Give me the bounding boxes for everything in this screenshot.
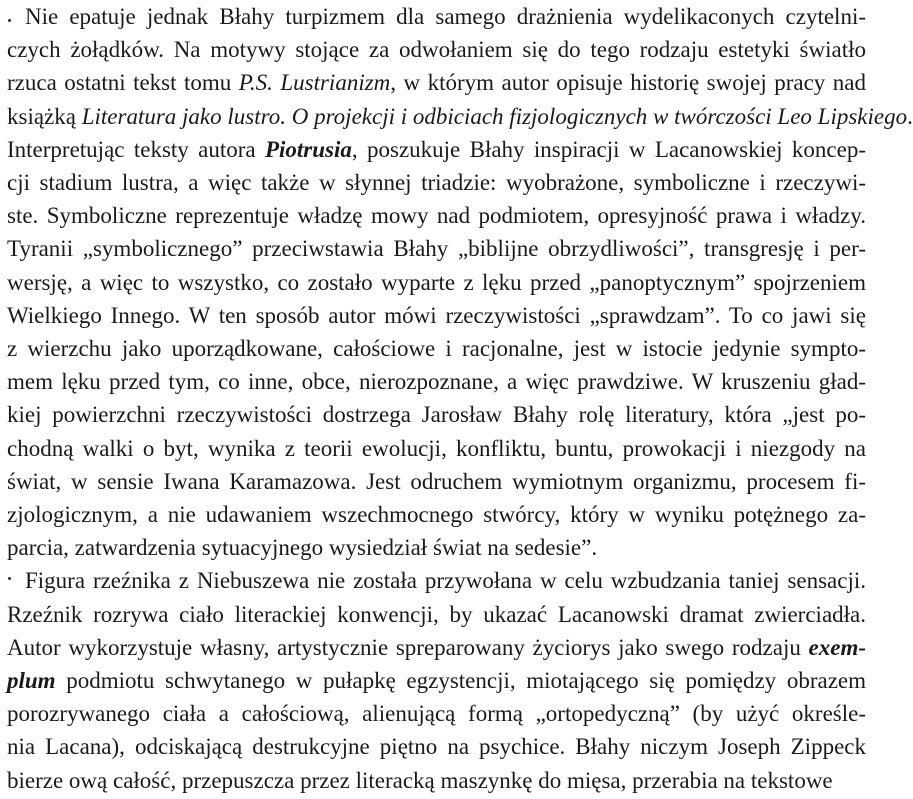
emphasis-text: Piotrusia: [264, 136, 352, 162]
emphasis-text: P.S. Lustrianizm: [238, 70, 391, 96]
text-line: [25, 564, 866, 597]
text-line: [7, 332, 866, 365]
text-segment: Tyranii „symbolicznego” przeciwstawia Błahy „biblijne obrzydliwości”, transgresję i per-: [7, 236, 866, 262]
text-line: [7, 432, 866, 465]
text-segment: chodną walki o byt, wynika z teorii ewolucji, konfliktu, buntu, prowokacji i niezgody na: [7, 435, 866, 461]
text-line: [7, 764, 866, 797]
text-line: [7, 299, 866, 332]
text-line: [7, 398, 866, 431]
text-line: [7, 531, 866, 564]
text-segment: .: [907, 103, 913, 129]
text-segment: zjologicznym, a nie udawaniem wszechmocnego stwórcy, który w wyniku potężnego za-: [7, 502, 866, 527]
text-segment: czych żołądków. Na motywy stojące za odwołaniem się do tego rodzaju estetyki światło: [7, 37, 866, 63]
text-segment: mem lęku przed tym, co inne, obce, nierozpoznane, a więc prawdziwe. W kruszeniu gład-: [7, 369, 866, 395]
text-line: [7, 33, 866, 66]
text-line: [7, 730, 866, 763]
text-line: [7, 199, 866, 232]
text-line: [7, 365, 866, 398]
margin-dot: [8, 19, 11, 22]
text-segment: Rzeźnik rozrywa ciało literackiej konwencji, by ukazać Lacanowski dramat zwierciadła.: [7, 601, 866, 627]
text-segment: Wielkiego Innego. W ten sposób autor mówi rzeczywistości „sprawdzam”. To co jawi się: [7, 302, 866, 328]
text-segment: kiej powierzchni rzeczywistości dostrzega Jarosław Błahy rolę literatury, która „jest po-: [7, 402, 866, 428]
text-segment: bierze ową całość, przepuszcza przez literacką maszynkę do mięsa, przerabia na tekstowe: [7, 767, 833, 793]
text-segment: Interpretując teksty autora: [7, 136, 265, 162]
text-segment: porozrywanego ciała a całościową, alienującą formą „ortopedyczną” (by użyć określe-: [7, 701, 866, 727]
text-segment: świat, w sensie Iwana Karamazowa. Jest odruchem wymiotnym organizmu, procesem fi-: [7, 468, 866, 494]
text-segment: , w którym autor opisuje historię swojej pracy nad: [390, 70, 866, 96]
text-segment: Figura rzeźnika z Niebuszewa nie została przywołana w celu wzbudzania taniej sensacji.: [25, 568, 866, 594]
text-line: [7, 631, 866, 664]
text-line: [25, 0, 866, 33]
text-line: [7, 697, 866, 730]
text-segment: , poszukuje Błahy inspiracji w Lacanowskiej koncep-: [351, 136, 866, 162]
text-line: [7, 66, 866, 99]
text-line: [7, 166, 866, 199]
text-line: [7, 266, 866, 299]
text-segment: podmiotu schwytanego w pułapkę egzystencji, miotającego się pomiędzy obrazem: [55, 668, 866, 693]
text-segment: Autor wykorzystuje własny, artystycznie spreparowany życiorys jako swego rodzaju: [7, 634, 809, 660]
text-segment: parcia, zatwardzenia sytuacyjnego wysiedział świat na sedesie”.: [7, 535, 598, 561]
emphasis-text: Literatura jako lustro. O projekcji i odbiciach fizjologicznych w twórczości Leo Lipskiego: [81, 103, 908, 129]
text-segment: książką: [7, 103, 82, 129]
emphasis-text: plum: [7, 668, 56, 693]
text-segment: wersję, a więc to wszystko, co zostało wyparte z lęku przed „panoptycznym” spojrzeniem: [7, 269, 866, 295]
text-line: [7, 598, 866, 631]
text-line: [7, 465, 866, 498]
text-segment: z wierzchu jako uporządkowane, całościowe i racjonalne, jest w istocie jedynie sympto-: [7, 336, 866, 361]
text-segment: Nie epatuje jednak Błahy turpizmem dla samego drażnienia wydelikaconych czytelni-: [25, 4, 866, 29]
text-line: [7, 498, 866, 531]
text-line: [7, 133, 866, 166]
emphasis-text: exem-: [808, 634, 866, 660]
text-segment: rzuca ostatni tekst tomu: [7, 70, 239, 96]
text-line: [7, 100, 913, 133]
text-segment: nia Lacana), odciskającą destrukcyjne piętno na psychice. Błahy niczym Joseph Zippeck: [7, 734, 866, 760]
text-segment: cji stadium lustra, a więc także w słynnej triadzie: wyobrażone, symboliczne i rzeczywi-: [7, 170, 866, 195]
text-segment: ste. Symboliczne reprezentuje władzę mowy nad podmiotem, opresyjność prawa i władzy.: [7, 203, 866, 229]
text-line: [7, 232, 866, 265]
margin-dot: [8, 577, 11, 580]
text-line: [7, 664, 866, 697]
